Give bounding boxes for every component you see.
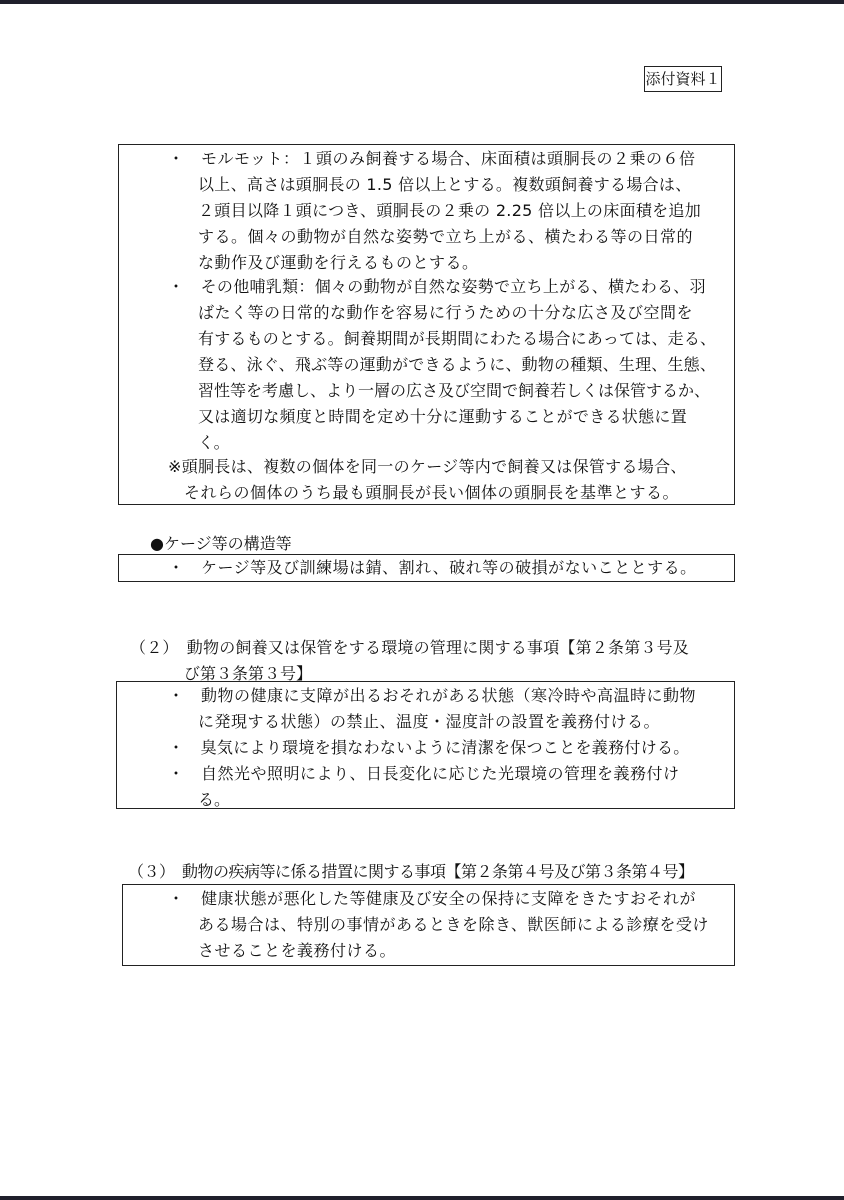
other-mammals-text: ばたく等の日常的な動作を容易に行うための十分な広さ及び空間を [198, 303, 694, 322]
guinea-pig-text: な動作及び運動を行えるものとする。 [198, 253, 479, 272]
other-mammals-text: く。 [198, 433, 230, 452]
cage-structure-item: ・ ケージ等及び訓練場は錆、割れ、破れ等の破損がないこととする。 [168, 558, 697, 577]
section-2-heading: （２） 動物の飼養又は保管をする環境の管理に関する事項【第２条第３号及 [130, 638, 690, 657]
guinea-pig-text: する。個々の動物が自然な姿勢で立ち上がる、横たわる等の日常的 [198, 227, 694, 246]
head-body-note: それらの個体のうち最も頭胴長が長い個体の頭胴長を基準とする。 [184, 483, 680, 502]
other-mammals-text: 登る、泳ぐ、飛ぶ等の運動ができるように、動物の種類、生理、生態、 [198, 355, 717, 374]
bottom-border [0, 1196, 844, 1200]
disease-text: ある場合は、特別の事情があるときを除き、獣医師による診療を受け [198, 915, 709, 934]
environment-item: ・ 動物の健康に支障が出るおそれがある状態（寒冷時や高温時に動物 [168, 686, 697, 705]
environment-item: ・ 自然光や照明により、日長変化に応じた光環境の管理を義務付け [168, 764, 680, 783]
attachment-label: 添付資料１ [644, 66, 722, 92]
disease-item: ・ 健康状態が悪化した等健康及び安全の保持に支障をきたすおそれが [168, 889, 697, 908]
other-mammals-text: 有するものとする。飼養期間が長期間にわたる場合にあっては、走る、 [198, 329, 717, 348]
guinea-pig-text: ２頭目以降１頭につき、頭胴長の２乗の 2.25 倍以上の床面積を追加 [198, 201, 702, 220]
guinea-pig-item: ・ モルモット：１頭のみ飼養する場合、床面積は頭胴長の２乗の６倍 [168, 149, 696, 168]
disease-text: させることを義務付ける。 [198, 941, 397, 960]
other-mammals-text: 習性等を考慮し、より一層の広さ及び空間で飼養若しくは保管するか、 [198, 381, 711, 400]
head-body-note: ※頭胴長は、複数の個体を同一のケージ等内で飼養又は保管する場合、 [168, 457, 687, 476]
environment-text: に発現する状態）の禁止、温度・湿度計の設置を義務付ける。 [198, 712, 661, 731]
other-mammals-text: 又は適切な頻度と時間を定め十分に運動することができる状態に置 [198, 407, 688, 426]
environment-item: ・ 臭気により環境を損なわないように清潔を保つことを義務付ける。 [168, 738, 690, 757]
cage-structure-heading: ●ケージ等の構造等 [150, 534, 292, 553]
other-mammals-item: ・ その他哺乳類：個々の動物が自然な姿勢で立ち上がる、横たわる、羽 [168, 277, 706, 296]
section-3-heading: （３） 動物の疾病等に係る措置に関する事項【第２条第４号及び第３条第４号】 [128, 862, 694, 881]
top-border [0, 0, 844, 4]
section-2-heading: び第３条第３号】 [184, 664, 313, 683]
environment-text: る。 [198, 790, 231, 809]
guinea-pig-text: 以上、高さは頭胴長の 1.5 倍以上とする。複数頭飼養する場合は、 [198, 175, 692, 194]
